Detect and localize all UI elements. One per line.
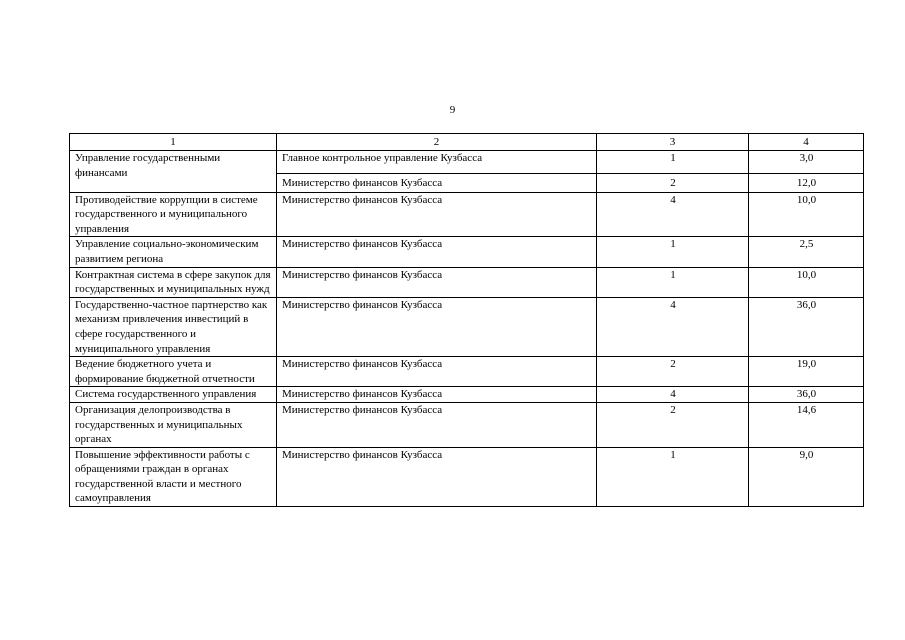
table-row	[70, 447, 864, 506]
topic-cell: Контрактная система в сфере закупок для государственных и муниципальных нужд	[70, 267, 277, 297]
topic-cell: Повышение эффективности работы с обращениями граждан в органах государственной власти и местного самоуправления	[70, 447, 277, 506]
value-cell: 12,0	[749, 174, 864, 193]
count-cell: 1	[597, 151, 749, 174]
value-cell: 36,0	[749, 297, 864, 356]
header-col-1: 1	[70, 134, 277, 151]
value-cell: 3,0	[749, 151, 864, 174]
org-cell: Министерство финансов Кузбасса	[277, 357, 597, 387]
org-cell: Министерство финансов Кузбасса	[277, 447, 597, 506]
count-cell: 4	[597, 192, 749, 237]
table-row	[70, 151, 864, 174]
table-row	[70, 267, 864, 297]
count-cell: 2	[597, 174, 749, 193]
value-cell: 10,0	[749, 267, 864, 297]
table-row	[70, 192, 864, 237]
table-row	[70, 387, 864, 403]
training-table	[69, 133, 864, 507]
org-cell: Министерство финансов Кузбасса	[277, 174, 597, 193]
header-row	[70, 134, 864, 151]
value-cell: 14,6	[749, 402, 864, 447]
topic-cell: Управление государственными финансами	[70, 151, 277, 193]
org-cell: Министерство финансов Кузбасса	[277, 297, 597, 356]
topic-cell: Организация делопроизводства в государственных и муниципальных органах	[70, 402, 277, 447]
org-cell: Министерство финансов Кузбасса	[277, 402, 597, 447]
value-cell: 36,0	[749, 387, 864, 403]
value-cell: 2,5	[749, 237, 864, 267]
topic-cell: Государственно-частное партнерство как механизм привлечения инвестиций в сфере государственного и муниципального управления	[70, 297, 277, 356]
org-cell: Министерство финансов Кузбасса	[277, 387, 597, 403]
count-cell: 1	[597, 447, 749, 506]
table-row	[70, 297, 864, 356]
topic-cell: Система государственного управления	[70, 387, 277, 403]
org-cell: Министерство финансов Кузбасса	[277, 192, 597, 237]
value-cell: 10,0	[749, 192, 864, 237]
value-cell: 9,0	[749, 447, 864, 506]
header-col-2: 2	[277, 134, 597, 151]
header-col-3: 3	[597, 134, 749, 151]
topic-cell: Противодействие коррупции в системе государственного и муниципального управления	[70, 192, 277, 237]
page-number: 9	[449, 104, 456, 116]
count-cell: 2	[597, 402, 749, 447]
org-cell: Главное контрольное управление Кузбасса	[277, 151, 597, 174]
count-cell: 1	[597, 267, 749, 297]
count-cell: 4	[597, 387, 749, 403]
topic-cell: Управление социально-экономическим развитием региона	[70, 237, 277, 267]
topic-cell: Ведение бюджетного учета и формирование бюджетной отчетности	[70, 357, 277, 387]
count-cell: 4	[597, 297, 749, 356]
org-cell: Министерство финансов Кузбасса	[277, 267, 597, 297]
table-row	[70, 357, 864, 387]
table-row	[70, 402, 864, 447]
org-cell: Министерство финансов Кузбасса	[277, 237, 597, 267]
count-cell: 2	[597, 357, 749, 387]
table-row	[70, 237, 864, 267]
header-col-4: 4	[749, 134, 864, 151]
value-cell: 19,0	[749, 357, 864, 387]
count-cell: 1	[597, 237, 749, 267]
